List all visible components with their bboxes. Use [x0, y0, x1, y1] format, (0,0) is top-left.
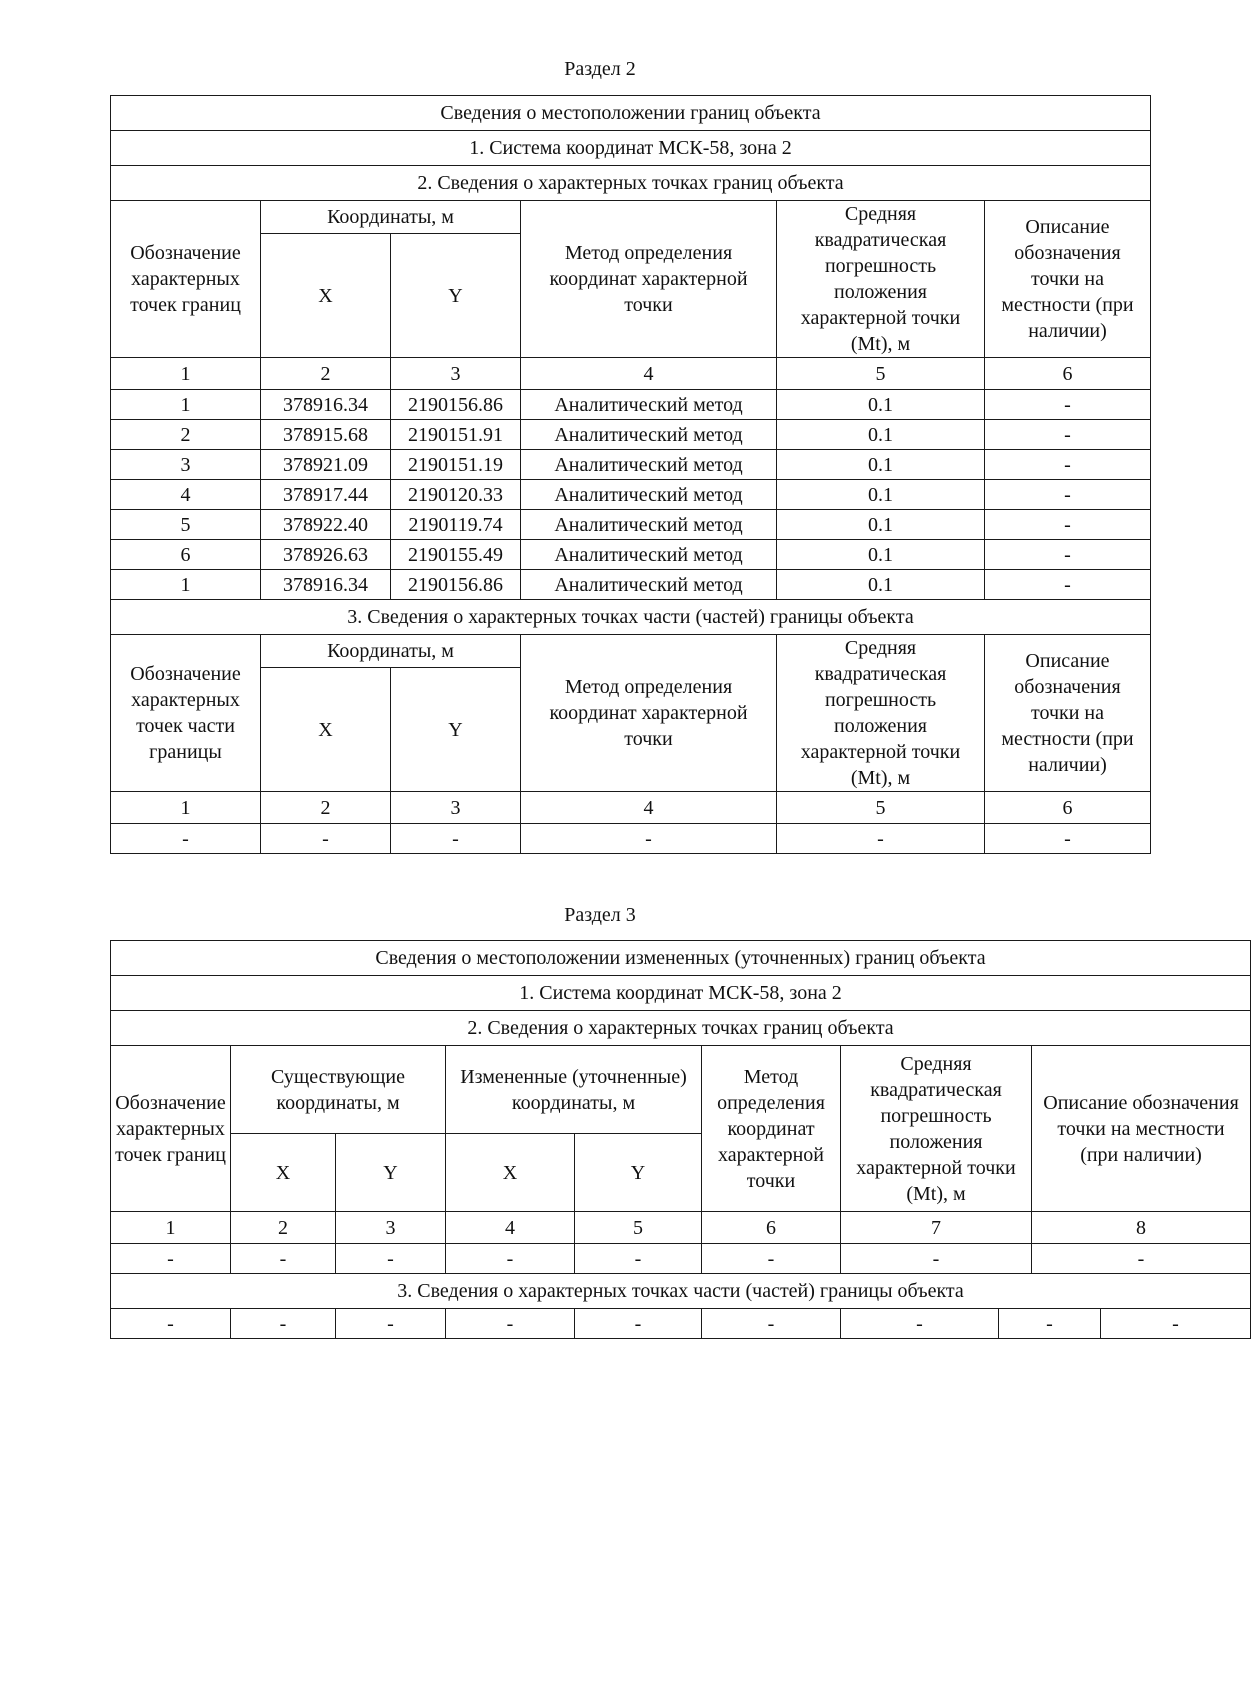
- table-cell: -: [1101, 1309, 1251, 1339]
- column-number: 4: [521, 792, 777, 824]
- table-row: [111, 824, 1151, 854]
- section-3-title: Раздел 3: [564, 904, 636, 926]
- table-cell: -: [702, 1244, 841, 1274]
- coord-y: 2190156.86: [391, 390, 521, 420]
- point-number: 6: [111, 540, 261, 570]
- column-number: 5: [575, 1212, 702, 1244]
- header-description: Описание обозначения точки на местности (при наличии): [985, 201, 1151, 358]
- point-number: 3: [111, 450, 261, 480]
- table-cell: -: [702, 1309, 841, 1339]
- coord-x: 378921.09: [261, 450, 391, 480]
- header-method: Метод определения координат характерной точки: [521, 201, 777, 358]
- table-cell: -: [575, 1309, 702, 1339]
- header-y: Y: [391, 668, 521, 792]
- header-designation: Обозначение характерных точек границ: [111, 1046, 231, 1212]
- table-title: Сведения о местоположении границ объекта: [111, 96, 1151, 131]
- table-row: [111, 1309, 1251, 1339]
- coord-x: 378922.40: [261, 510, 391, 540]
- point-number: 5: [111, 510, 261, 540]
- table-cell: -: [261, 824, 391, 854]
- table-cell: -: [985, 824, 1151, 854]
- column-number: 1: [111, 1212, 231, 1244]
- table-title: Сведения о местоположении измененных (уточненных) границ объекта: [111, 941, 1251, 976]
- method: Аналитический метод: [521, 570, 777, 600]
- header-error: Средняя квадратическая погрешность положения характерной точки (Mt), м: [777, 635, 985, 792]
- table-row: [111, 480, 1151, 510]
- coord-x: 378926.63: [261, 540, 391, 570]
- error-mt: 0.1: [777, 450, 985, 480]
- error-mt: 0.1: [777, 390, 985, 420]
- column-number: 4: [521, 358, 777, 390]
- header-error: Средняя квадратическая погрешность положения характерной точки (Mt), м: [777, 201, 985, 358]
- method: Аналитический метод: [521, 420, 777, 450]
- point-number: 4: [111, 480, 261, 510]
- header-method: Метод определения координат характерной точки: [521, 635, 777, 792]
- error-mt: 0.1: [777, 510, 985, 540]
- column-number: 1: [111, 358, 261, 390]
- description: -: [985, 570, 1151, 600]
- header-x: X: [261, 668, 391, 792]
- header-designation: Обозначение характерных точек границ: [111, 201, 261, 358]
- error-mt: 0.1: [777, 540, 985, 570]
- column-number-row: [111, 358, 1151, 390]
- table-cell: -: [521, 824, 777, 854]
- column-number-row: [111, 792, 1151, 824]
- header-existing-x: X: [231, 1134, 336, 1212]
- header-changed-coords: Измененные (уточненные) координаты, м: [446, 1046, 702, 1134]
- column-number: 6: [702, 1212, 841, 1244]
- coord-x: 378916.34: [261, 570, 391, 600]
- column-number: 3: [391, 792, 521, 824]
- table-row: [111, 390, 1151, 420]
- table-cell: -: [391, 824, 521, 854]
- point-number: 1: [111, 570, 261, 600]
- header-changed-x: X: [446, 1134, 575, 1212]
- column-number: 5: [777, 358, 985, 390]
- method: Аналитический метод: [521, 510, 777, 540]
- coord-y: 2190155.49: [391, 540, 521, 570]
- header-description: Описание обозначения точки на местности (при наличии): [1032, 1046, 1251, 1212]
- parts-subtitle: 3. Сведения о характерных точках части (частей) границы объекта: [111, 1274, 1251, 1309]
- method: Аналитический метод: [521, 450, 777, 480]
- table-cell: -: [841, 1309, 999, 1339]
- table-cell: -: [336, 1244, 446, 1274]
- header-description: Описание обозначения точки на местности (при наличии): [985, 635, 1151, 792]
- table-cell: -: [1032, 1244, 1251, 1274]
- table-row: [111, 420, 1151, 450]
- table-cell: -: [446, 1244, 575, 1274]
- section-2-title: Раздел 2: [564, 58, 636, 80]
- error-mt: 0.1: [777, 480, 985, 510]
- points-subtitle: 2. Сведения о характерных точках границ объекта: [111, 1011, 1251, 1046]
- column-number: 2: [261, 792, 391, 824]
- table-row: [111, 540, 1151, 570]
- coord-x: 378915.68: [261, 420, 391, 450]
- header-changed-y: Y: [575, 1134, 702, 1212]
- table-cell: -: [999, 1309, 1101, 1339]
- table-cell: -: [575, 1244, 702, 1274]
- column-number: 7: [841, 1212, 1032, 1244]
- coord-x: 378916.34: [261, 390, 391, 420]
- header-y: Y: [391, 234, 521, 358]
- points-subtitle: 2. Сведения о характерных точках границ объекта: [111, 166, 1151, 201]
- coordinate-system: 1. Система координат МСК-58, зона 2: [111, 976, 1251, 1011]
- header-coords: Координаты, м: [261, 201, 521, 234]
- method: Аналитический метод: [521, 540, 777, 570]
- table-cell: -: [777, 824, 985, 854]
- method: Аналитический метод: [521, 390, 777, 420]
- coord-y: 2190151.91: [391, 420, 521, 450]
- column-number-row: [111, 1212, 1251, 1244]
- table-row: [111, 510, 1151, 540]
- table-cell: -: [231, 1244, 336, 1274]
- table-cell: -: [111, 1244, 231, 1274]
- table-row: [111, 450, 1151, 480]
- table-row: [111, 1244, 1251, 1274]
- coordinate-system: 1. Система координат МСК-58, зона 2: [111, 131, 1151, 166]
- column-number: 3: [336, 1212, 446, 1244]
- description: -: [985, 510, 1151, 540]
- coord-y: 2190151.19: [391, 450, 521, 480]
- table-cell: -: [111, 824, 261, 854]
- description: -: [985, 390, 1151, 420]
- column-number: 1: [111, 792, 261, 824]
- section-3-table: [110, 940, 1251, 1339]
- coord-y: 2190119.74: [391, 510, 521, 540]
- table-cell: -: [446, 1309, 575, 1339]
- parts-subtitle: 3. Сведения о характерных точках части (частей) границы объекта: [111, 600, 1151, 635]
- table-cell: -: [336, 1309, 446, 1339]
- header-coords: Координаты, м: [261, 635, 521, 668]
- header-existing-y: Y: [336, 1134, 446, 1212]
- column-number: 3: [391, 358, 521, 390]
- header-x: X: [261, 234, 391, 358]
- table-cell: -: [231, 1309, 336, 1339]
- column-number: 6: [985, 792, 1151, 824]
- header-designation: Обозначение характерных точек части границы: [111, 635, 261, 792]
- error-mt: 0.1: [777, 420, 985, 450]
- table-cell: -: [111, 1309, 231, 1339]
- error-mt: 0.1: [777, 570, 985, 600]
- method: Аналитический метод: [521, 480, 777, 510]
- description: -: [985, 450, 1151, 480]
- section-2-table: [110, 95, 1151, 854]
- table-row: [111, 570, 1151, 600]
- column-number: 5: [777, 792, 985, 824]
- column-number: 8: [1032, 1212, 1251, 1244]
- coord-y: 2190120.33: [391, 480, 521, 510]
- coord-y: 2190156.86: [391, 570, 521, 600]
- description: -: [985, 420, 1151, 450]
- description: -: [985, 480, 1151, 510]
- column-number: 2: [261, 358, 391, 390]
- header-method: Метод определения координат характерной точки: [702, 1046, 841, 1212]
- point-number: 2: [111, 420, 261, 450]
- column-number: 2: [231, 1212, 336, 1244]
- point-number: 1: [111, 390, 261, 420]
- header-error: Средняя квадратическая погрешность положения характерной точки (Mt), м: [841, 1046, 1032, 1212]
- coord-x: 378917.44: [261, 480, 391, 510]
- table-cell: -: [841, 1244, 1032, 1274]
- description: -: [985, 540, 1151, 570]
- header-existing-coords: Существующие координаты, м: [231, 1046, 446, 1134]
- column-number: 6: [985, 358, 1151, 390]
- column-number: 4: [446, 1212, 575, 1244]
